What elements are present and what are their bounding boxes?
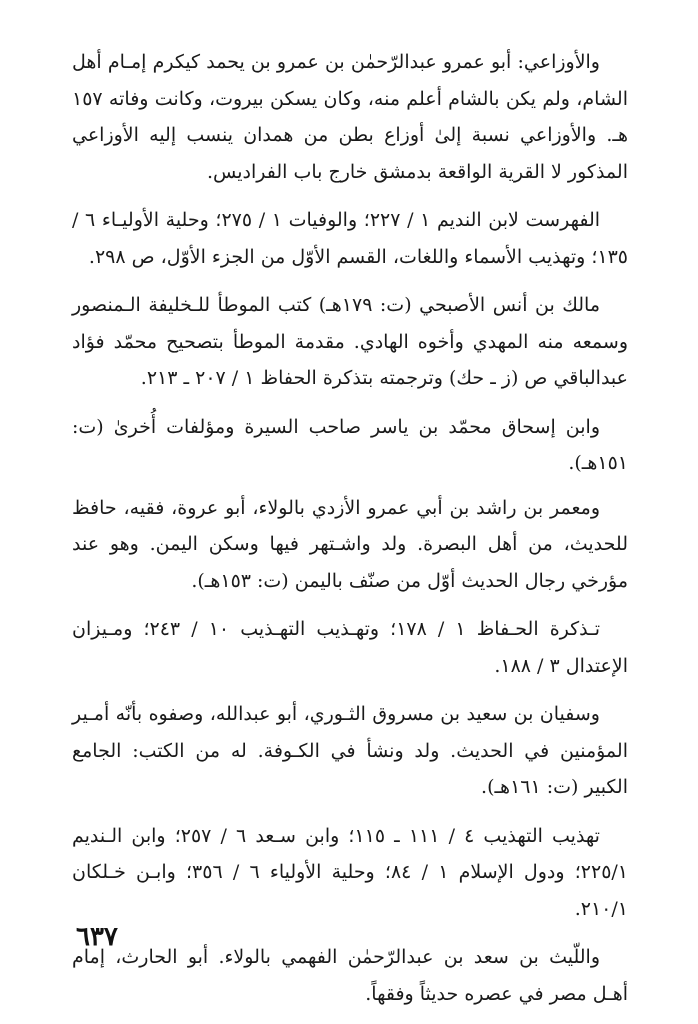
paragraph-mamar: ومعمر بن راشد بن أبي عمرو الأزدي بالولاء، أبو عروة، فقيه، حافظ للحديث، من أهل البصرة. ولد واشـتهر فيها وسكن اليمن. وهو عند مؤرخي رجال الحديث أوّل من صنّف باليمن (ت: ١٥٣هـ). — [72, 496, 628, 592]
paragraph-malik: مالك بن أنس الأصبحي (ت: ١٧٩هـ) كتب الموطأ للـخليفة الـمنصور وسمعه منه المهدي وأخوه الهادي. مقدمة الموطأ بتصحيح محمّد فؤاد عبدالباقي ص (ز ـ حك) وترجمته بتذكرة الحفاظ ١ / ٢٠٧ ـ ٢١٣. — [72, 294, 628, 389]
page-number: ٦٣٧ — [76, 922, 118, 952]
paragraph-sufyan-sources: تهذيب التهذيب ٤ / ١١١ ـ ١١٥؛ وابن سـعد ٦ / ٢٥٧؛ وابن الـنديم ٢٢٥/١؛ ودول الإسلام ١ / ٨٤؛ وحلية الأولياء ٦ / ٣٥٦؛ وابـن خـلكان ٢١٠/١. — [72, 824, 629, 920]
paragraph-awzai: والأوزاعي: أبو عمرو عبدالرّحمٰن بن عمرو بن يحمد كيكرم إمـام أهل الشام، ولم يكن بالشام أعلم منه، وكان يسكن بيروت، وكانت وفاته ١٥٧ هـ. والأوزاعي نسبة إلىٰ أوزاع بطن من همدان ينسب إليه الأوزاعي المذكور لا القرية الواقعة بدمشق خارج باب الفراديس. — [72, 51, 628, 183]
paragraph-awzai-sources: الفهرست لابن النديم ١ / ٢٢٧؛ والوفيات ١ / ٢٧٥؛ وحلية الأوليـاء ٦ / ١٣٥؛ وتهذيب الأسماء واللغات، القسم الأوّل من الجزء الأوّل، ص ٢٩٨. — [72, 209, 628, 268]
paragraph-layth: واللّيث بن سعد بن عبدالرّحمٰن الفهمي بالولاء. أبو الحارث، إمام أهـل مصر في عصره حديثاً وفقهاً. — [72, 946, 628, 1005]
paragraph-ibn-ishaq: وابن إسحاق محمّد بن ياسر صاحب السيرة ومؤلفات أُخرىٰ (ت: ١٥١هـ). — [72, 415, 628, 474]
paragraph-mamar-sources: تـذكرة الحـفاظ ١ / ١٧٨؛ وتهـذيب التهـذيب ١٠ / ٢٤٣؛ ومـيزان الإعتدال ٣ / ١٨٨. — [72, 618, 628, 677]
paragraph-sufyan: وسفيان بن سعيد بن مسروق الثـوري، أبو عبدالله، وصفوه بأنّه أمـير المؤمنين في الحديث. ولد ونشأ في الكـوفة. له من الكتب: الجامع الكبير (ت: ١٦١هـ). — [72, 703, 628, 798]
page-body — [72, 44, 628, 1024]
